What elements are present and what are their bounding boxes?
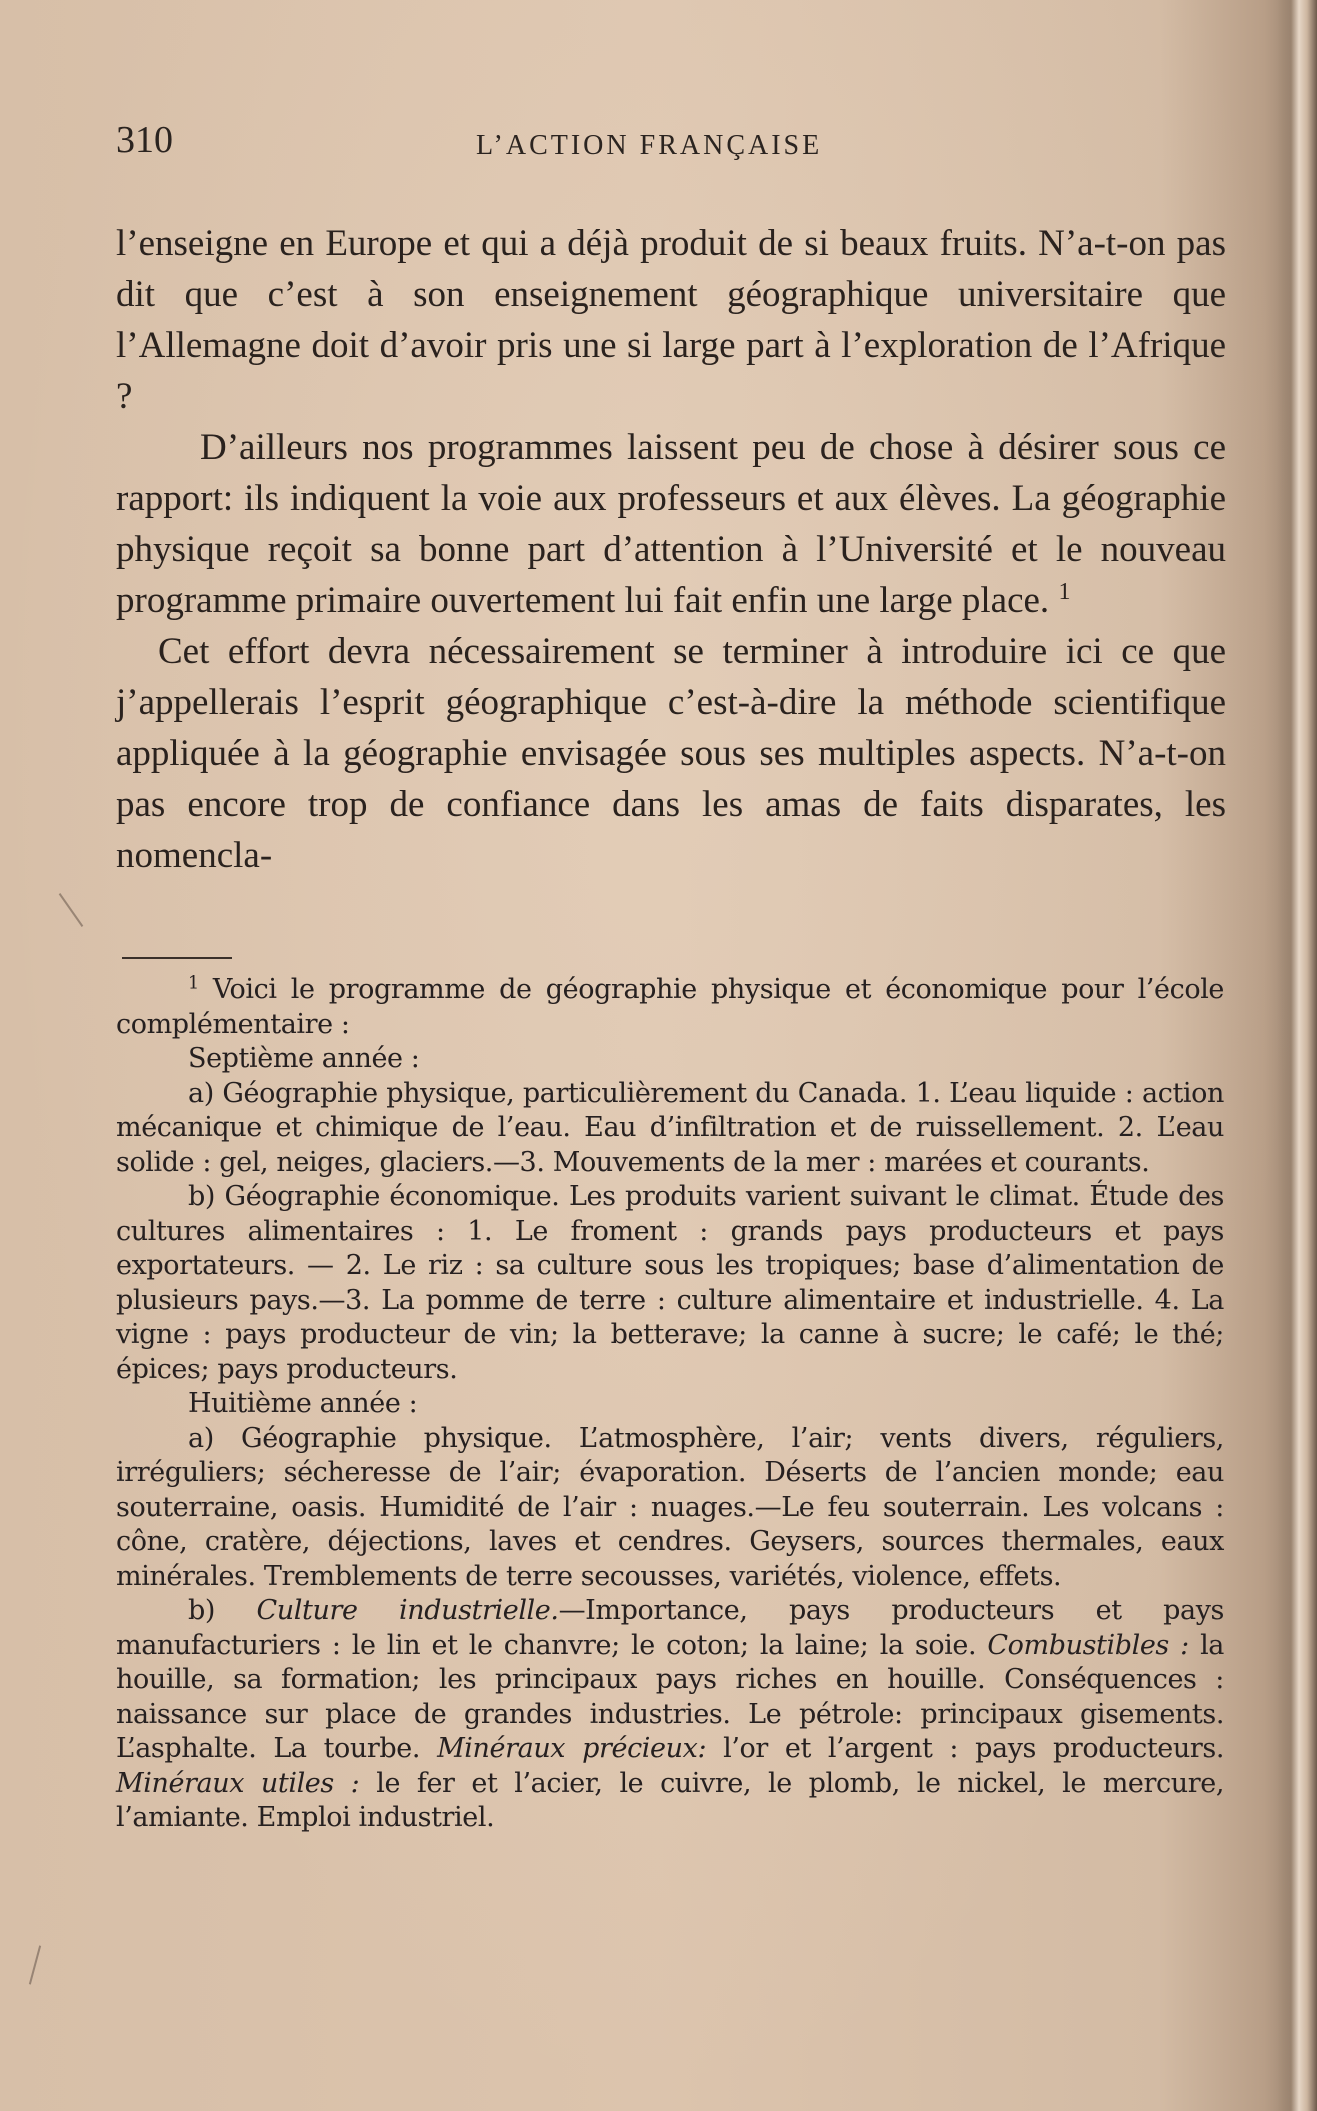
paragraph-text: D’ailleurs nos programmes laissent peu de chose à désirer sous ce rapport: ils indiquent la voie aux professeurs et aux élèves. La géographie physique reçoit sa bonne part d’attention à l’Université et le nouveau programme primaire ouvertement lui fait enfin une large place. <box>116 427 1226 621</box>
list-item <box>116 1594 1224 1836</box>
page-edge-shadow <box>1277 0 1317 2111</box>
footnote-intro <box>116 973 1224 1042</box>
footnote-intro-text: Voici le programme de géographie physique et économique pour l’école complémentaire : <box>116 974 1225 1040</box>
page-header <box>116 118 1246 168</box>
paragraph-continuation: l’enseigne en Europe et qui a déjà produit de si beaux fruits. N’a-t-on pas dit que c’est à son enseignement géographique universitaire que l’Allemagne doit d’avoir pris une si large part à l’exploration de l’Afrique ? <box>116 223 1226 417</box>
item-text: la houille, sa formation; les principaux pays riches en houille. Conséquences : naissance sur place de grandes industries. Le pétrole: principaux gisements. L’asphalte. La tourbe. <box>116 1629 1224 1764</box>
item-subtitle: Minéraux précieux: <box>437 1733 707 1764</box>
main-text <box>116 218 1226 881</box>
footnote-separator <box>122 957 232 959</box>
item-text: le fer et l’acier, le cuivre, le plomb, le nickel, le mercure, l’amiante. Emploi industriel. <box>116 1767 1225 1833</box>
list-item: a) Géographie physique. L’atmosphère, l’air; vents divers, réguliers, irréguliers; sécheresse de l’air; évaporation. Déserts de l’ancien monde; eau souterraine, oasis. Humidité de l’air : nuages.—Le feu souterrain. Les volcans : cône, cratère, déjections, laves et cendres. Geysers, sources thermales, eaux minérales. Tremblements de terre secousses, variétés, violence, effets. <box>116 1422 1224 1592</box>
paragraph: Cet effort devra nécessairement se terminer à introduire ici ce que j’appellerais l’esprit géographique c’est-à-dire la méthode scientifique appliquée à la géographie envisagée sous ses multiples aspects. N’a-t-on pas encore trop de confiance dans les amas de faits disparates, les nomencla- <box>116 631 1226 876</box>
paragraph <box>116 422 1226 626</box>
running-head: L’ACTION FRANÇAISE <box>476 130 823 161</box>
page-number: 310 <box>116 119 173 161</box>
pencil-mark <box>59 893 84 927</box>
item-subtitle: Minéraux utiles : <box>116 1767 360 1799</box>
year-heading: Huitième année : <box>188 1388 418 1419</box>
footnote-reference: 1 <box>1058 578 1071 605</box>
footnote-marker: 1 <box>188 973 199 994</box>
list-item: a) Géographie physique, particulièrement du Canada. 1. L’eau liquide : action mécanique et chimique de l’eau. Eau d’infiltration et de ruissellement. 2. L’eau solide : gel, neiges, glaciers.—3. Mouvements de la mer : marées et courants. <box>116 1077 1224 1178</box>
item-title: Culture industrielle. <box>256 1595 559 1626</box>
list-item: b) Géographie économique. Les produits varient suivant le climat. Étude des cultures alimentaires : 1. Le froment : grands pays producteurs et pays exportateurs. — 2. Le riz : sa culture sous les tropiques; base d’alimentation de plusieurs pays.—3. La pomme de terre : culture alimentaire et industrielle. 4. La vigne : pays producteur de vin; la betterave; la canne à sucre; le café; le thé; épices; pays producteurs. <box>116 1181 1224 1385</box>
item-subtitle: Combustibles : <box>987 1629 1189 1661</box>
pencil-mark <box>29 1945 41 1984</box>
year-heading: Septième année : <box>188 1043 420 1074</box>
item-text: l’or et l’argent : pays producteurs. <box>723 1733 1224 1764</box>
item-text: —Importance, pays producteurs et pays manufacturiers : le lin et le chanvre; le coton; la laine; la soie. <box>116 1595 1225 1661</box>
footnote <box>116 973 1224 1836</box>
item-label: b) <box>188 1595 216 1626</box>
